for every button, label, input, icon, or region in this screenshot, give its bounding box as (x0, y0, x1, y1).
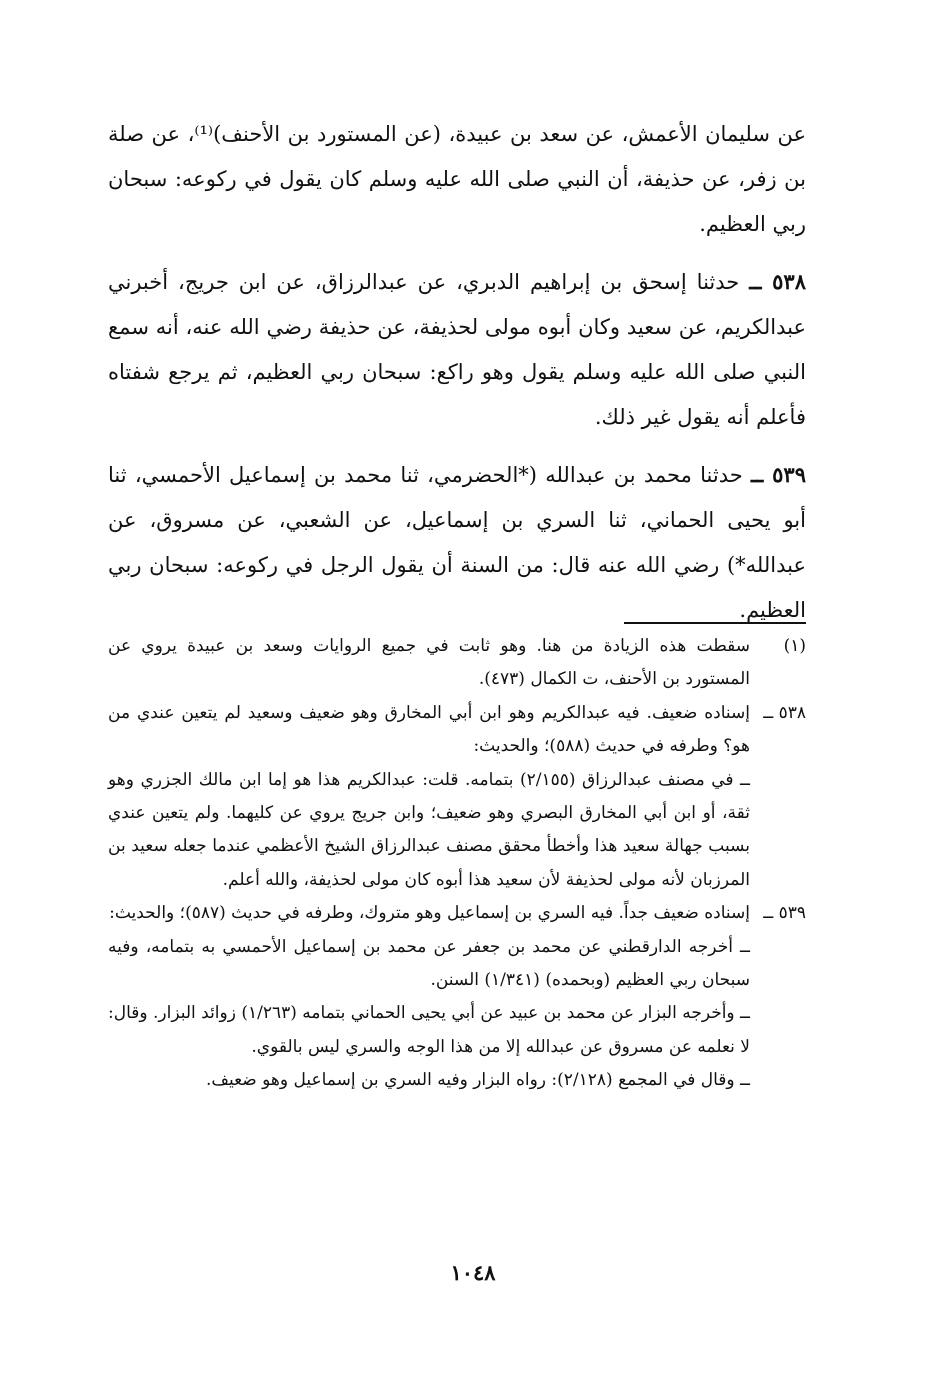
hadith-539-text: حدثنا محمد بن عبدالله (*الحضرمي، ثنا محمد بن إسماعيل الأحمسي، ثنا أبو يحيى الحماني، ثنا السري بن إسماعيل، عن الشعبي، عن مسروق، عن عبدالله*) رضي الله عنه قال: من السنة أن يقول الرجل في ركوعه: سبحان ربي العظيم. (108, 463, 806, 622)
footnotes (108, 630, 806, 1098)
main-text (108, 112, 806, 645)
footnote-text: سقطت هذه الزيادة من هنا. وهو ثابت في جميع الروايات وسعد بن عبيدة يروي عن المستورد بن الأحنف، ت الكمال (٤٧٣). (108, 636, 750, 690)
continuation-paragraph: عن سليمان الأعمش، عن سعد بن عبيدة، (عن المستورد بن الأحنف)⁽¹⁾، عن صلة بن زفر، عن حذيفة، أن النبي صلى الله عليه وسلم كان يقول في ركوعه: سبحان ربي العظيم. (108, 122, 806, 236)
footnote-label: ٥٣٩ ــ (763, 903, 806, 924)
footnote-text: ــ أخرجه الدارقطني عن محمد بن جعفر عن محمد بن إسماعيل الأحمسي به بتمامه، وفيه سبحان ربي العظيم (وبحمده) (١/٣٤١) السنن. (108, 936, 750, 991)
footnote-separator (624, 622, 806, 624)
footnote-539 (108, 897, 806, 1097)
hadith-number-539: ٥٣٩ ــ (750, 462, 806, 487)
footnote-body (108, 697, 750, 897)
footnote-text: إسناده ضعيف. فيه عبدالكريم وهو ابن أبي المخارق وهو ضعيف وسعيد لم يتعين عندي من هو؟ وطرفه في حديث (٥٨٨)؛ والحديث: (108, 702, 750, 757)
hadith-538 (108, 259, 806, 440)
hadith-538-text: حدثنا إسحق بن إبراهيم الدبري، عن عبدالرزاق، عن ابن جريج، أخبرني عبدالكريم، عن سعيد وكان أبوه مولى لحذيفة، عن حذيفة رضي الله عنه، أنه سمع النبي صلى الله عليه وسلم يقول وهو راكع: سبحان ربي العظيم، ثم يرجع شفتاه فأعلم أنه يقول غير ذلك. (108, 270, 806, 429)
footnote-body (108, 897, 750, 1097)
page-number: ١٠٤٨ (450, 1260, 496, 1285)
hadith-number-538: ٥٣٨ ــ (749, 269, 806, 294)
footnote-text: ــ في مصنف عبدالرزاق (٢/١٥٥) بتمامه. قلت: عبدالكريم هذا هو إما ابن مالك الجزري وهو ثقة، أو ابن أبي المخارق البصري وهو ضعيف؛ وابن جريج يروي عن كليهما. ولم يتعين عندي بسبب جهالة سعيد هذا وأخطأ محقق مصنف عبدالرزاق الشيخ الأعظمي عندما جعله سعيد بن المرزبان لأنه مولى لحذيفة لأن سعيد هذا أبوه كان مولى لحذيفة، والله أعلم. (108, 769, 750, 890)
footnote-text: إسناده ضعيف جداً. فيه السري بن إسماعيل وهو متروك، وطرفه في حديث (٥٨٧)؛ والحديث: (109, 903, 750, 924)
footnote-label: (١) (783, 636, 806, 656)
footnote-538 (108, 697, 806, 897)
footnote-label: ٥٣٨ ــ (763, 702, 806, 723)
footnote-1 (108, 630, 806, 697)
hadith-539 (108, 452, 806, 633)
footnote-body (108, 630, 750, 697)
footnote-text: ــ وأخرجه البزار عن محمد بن عبيد عن أبي يحيى الحماني بتمامه (١/٢٦٣) زوائد البزار. وقال: لا نعلمه عن مسروق عن عبدالله إلا من هذا الوجه والسري ليس بالقوي. (108, 1003, 751, 1057)
footnote-text: ــ وقال في المجمع (٢/١٢٨): رواه البزار وفيه السري بن إسماعيل وهو ضعيف. (205, 1070, 750, 1091)
